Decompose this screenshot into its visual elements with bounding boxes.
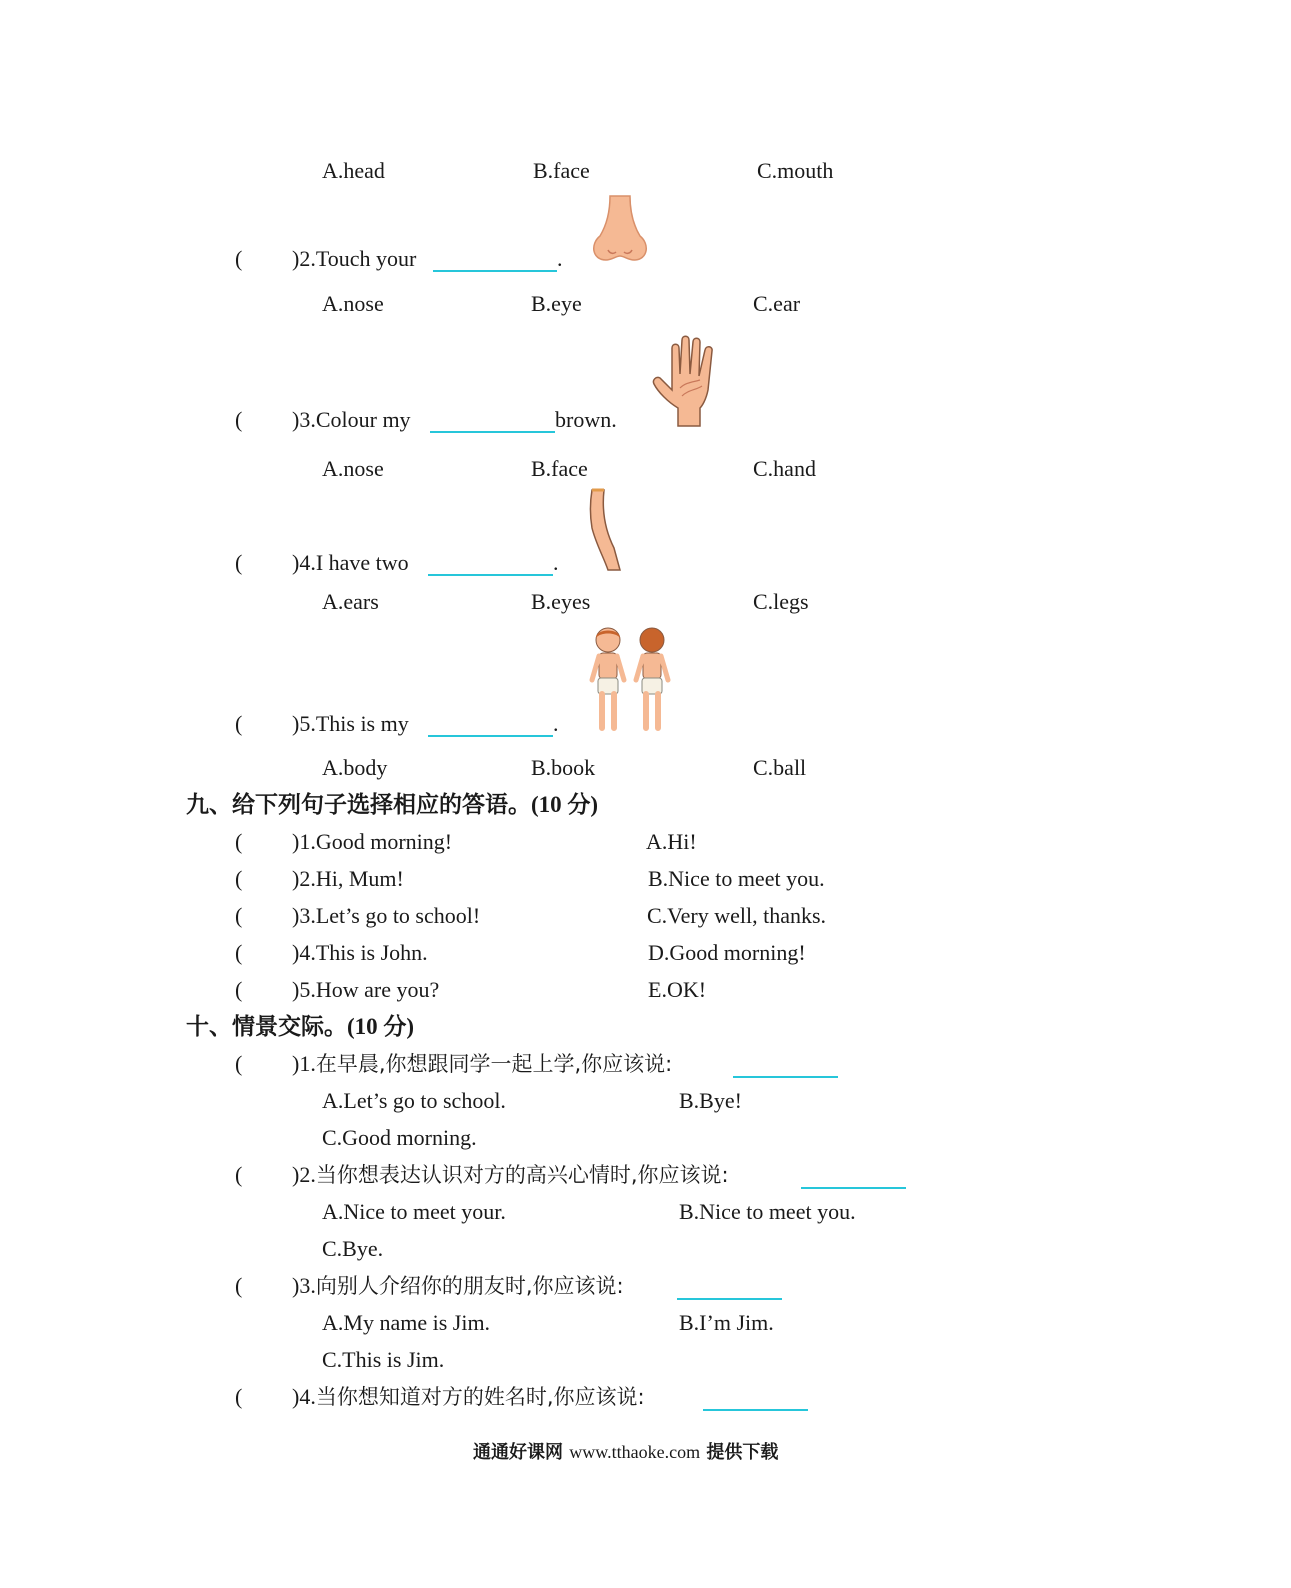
q1-option-a[interactable]: A.head xyxy=(322,158,385,183)
q3-answer-blank[interactable] xyxy=(430,431,555,433)
s10-q2-answer-blank[interactable] xyxy=(801,1187,906,1189)
s10-q1-prefix: )1. xyxy=(292,1051,316,1076)
q4-answer-blank[interactable] xyxy=(428,574,553,576)
s9-answer-d: D.Good morning! xyxy=(648,940,806,965)
section10-title: 十、情景交际。 xyxy=(186,1014,347,1040)
s9-q5-paren[interactable]: ( xyxy=(235,977,243,1002)
s10-q3-stem xyxy=(292,1273,624,1299)
q4-option-c[interactable]: C.legs xyxy=(753,589,809,614)
leg-picture xyxy=(586,488,626,572)
s9-q1-paren[interactable]: ( xyxy=(235,829,243,854)
q4-stem-end: . xyxy=(553,550,559,575)
footer xyxy=(473,1441,778,1464)
s10-q1-option-c[interactable]: C.Good morning. xyxy=(322,1125,477,1150)
s10-q2-option-b[interactable]: B.Nice to meet you. xyxy=(679,1199,856,1224)
q3-stem: )3.Colour my xyxy=(292,407,411,432)
q2-stem-end: . xyxy=(557,246,563,271)
footer-download-text: 提供下载 xyxy=(706,1442,779,1463)
s10-q3-answer-blank[interactable] xyxy=(677,1298,782,1300)
s10-q1-paren[interactable]: ( xyxy=(235,1051,243,1076)
q2-option-b[interactable]: B.eye xyxy=(531,291,582,316)
q4-option-a[interactable]: A.ears xyxy=(322,589,379,614)
s10-q4-answer-blank[interactable] xyxy=(703,1409,808,1411)
q3-option-a[interactable]: A.nose xyxy=(322,456,384,481)
q5-stem-end: . xyxy=(553,711,559,736)
q5-option-c[interactable]: C.ball xyxy=(753,755,807,780)
s10-q2-stem xyxy=(292,1162,729,1188)
q2-answer-paren[interactable]: ( xyxy=(235,246,243,271)
q4-stem: )4.I have two xyxy=(292,550,409,575)
section9-points: (10 分) xyxy=(531,792,599,817)
s10-q1-stem xyxy=(292,1051,672,1077)
s10-q4-paren[interactable]: ( xyxy=(235,1384,243,1409)
q2-stem: )2.Touch your xyxy=(292,246,417,271)
s10-q3-option-b[interactable]: B.I’m Jim. xyxy=(679,1310,774,1335)
q3-option-c[interactable]: C.hand xyxy=(753,456,816,481)
q5-option-a[interactable]: A.body xyxy=(322,755,388,780)
q5-answer-paren[interactable]: ( xyxy=(235,711,243,736)
s10-q3-option-c[interactable]: C.This is Jim. xyxy=(322,1347,445,1372)
footer-site-name: 通通好课网 xyxy=(473,1442,563,1463)
q2-option-a[interactable]: A.nose xyxy=(322,291,384,316)
s10-q4-stem xyxy=(292,1384,645,1410)
q4-option-b[interactable]: B.eyes xyxy=(531,589,591,614)
q5-option-b[interactable]: B.book xyxy=(531,755,596,780)
s10-q4-prefix: )4. xyxy=(292,1384,316,1409)
s9-q4-text: )4.This is John. xyxy=(292,940,428,965)
nose-picture xyxy=(588,194,652,268)
s10-q2-option-a[interactable]: A.Nice to meet your. xyxy=(322,1199,506,1224)
s9-q5-text: )5.How are you? xyxy=(292,977,440,1002)
body-picture xyxy=(586,626,674,732)
s10-q1-prompt: 在早晨,你想跟同学一起上学,你应该说: xyxy=(315,1052,673,1076)
s9-q1-text: )1.Good morning! xyxy=(292,829,453,854)
q5-answer-blank[interactable] xyxy=(428,735,553,737)
s9-q2-paren[interactable]: ( xyxy=(235,866,243,891)
s9-answer-b: B.Nice to meet you. xyxy=(648,866,825,891)
section9-title: 九、给下列句子选择相应的答语。 xyxy=(186,792,531,818)
hand-picture xyxy=(652,334,728,428)
section10-points: (10 分) xyxy=(347,1014,415,1039)
section9-heading xyxy=(186,791,598,819)
s10-q3-prefix: )3. xyxy=(292,1273,316,1298)
s9-q4-paren[interactable]: ( xyxy=(235,940,243,965)
q3-stem-end: brown. xyxy=(555,407,617,432)
s9-answer-c: C.Very well, thanks. xyxy=(647,903,827,928)
s10-q2-paren[interactable]: ( xyxy=(235,1162,243,1187)
s10-q2-prompt: 当你想表达认识对方的高兴心情时,你应该说: xyxy=(315,1163,729,1187)
q2-option-c[interactable]: C.ear xyxy=(753,291,801,316)
s10-q2-option-c[interactable]: C.Bye. xyxy=(322,1236,384,1261)
s9-answer-e: E.OK! xyxy=(648,977,707,1002)
s9-answer-a: A.Hi! xyxy=(646,829,697,854)
q1-option-c[interactable]: C.mouth xyxy=(757,158,834,183)
s10-q3-option-a[interactable]: A.My name is Jim. xyxy=(322,1310,491,1335)
s9-q2-text: )2.Hi, Mum! xyxy=(292,866,404,891)
s10-q3-prompt: 向别人介绍你的朋友时,你应该说: xyxy=(315,1274,624,1298)
s9-q3-paren[interactable]: ( xyxy=(235,903,243,928)
q3-answer-paren[interactable]: ( xyxy=(235,407,243,432)
q1-option-b[interactable]: B.face xyxy=(533,158,590,183)
s10-q1-option-a[interactable]: A.Let’s go to school. xyxy=(322,1088,506,1113)
q2-answer-blank[interactable] xyxy=(433,270,557,272)
q3-option-b[interactable]: B.face xyxy=(531,456,588,481)
s10-q4-prompt: 当你想知道对方的姓名时,你应该说: xyxy=(315,1385,645,1409)
q5-stem: )5.This is my xyxy=(292,711,409,736)
s10-q1-answer-blank[interactable] xyxy=(733,1076,838,1078)
section10-heading xyxy=(186,1013,414,1041)
s9-q3-text: )3.Let’s go to school! xyxy=(292,903,481,928)
q4-answer-paren[interactable]: ( xyxy=(235,550,243,575)
s10-q3-paren[interactable]: ( xyxy=(235,1273,243,1298)
s10-q1-option-b[interactable]: B.Bye! xyxy=(679,1088,742,1113)
footer-url[interactable]: www.tthaoke.com xyxy=(569,1442,701,1462)
s10-q2-prefix: )2. xyxy=(292,1162,316,1187)
